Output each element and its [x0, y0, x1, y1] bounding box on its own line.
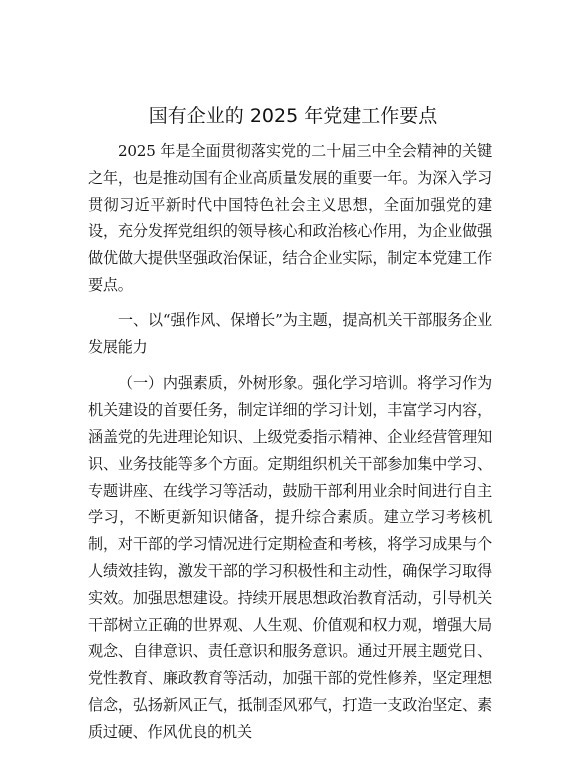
- subsection-paragraph-1: （一）内强素质，外树形象。强化学习培训。将学习作为机关建设的首要任务，制定详细的学习计划，丰富学习内容，涵盖党的先进理论知识、上级党委指示精神、企业经营管理知识、业务技能等多个方面。定期组织机关干部参加集中学习、专题讲座、在线学习等活动，鼓励干部利用业余时间进行自主学习，不断更新知识储备，提升综合素质。建立学习考核机制，对干部的学习情况进行定期检查和考核，将学习成果与个人绩效挂钩，激发干部的学习积极性和主动性，确保学习取得实效。加强思想建设。持续开展思想政治教育活动，引导机关干部树立正确的世界观、人生观、价值观和权力观，增强大局观念、自律意识、责任意识和服务意识。通过开展主题党日、党性教育、廉政教育等活动，加强干部的党性修养，坚定理想信念，弘扬新风正气，抵制歪风邪气，打造一支政治坚定、素质过硬、作风优良的机关: [88, 374, 492, 741]
- document-title: 国有企业的 2025 年党建工作要点: [148, 105, 438, 127]
- section-heading-1: 一、以“强作风、保增长”为主题，提高机关干部服务企业发展能力: [88, 310, 492, 356]
- intro-paragraph: 2025 年是全面贯彻落实党的二十届三中全会精神的关键之年，也是推动国有企业高质量发展的重要一年。为深入学习贯彻习近平新时代中国特色社会主义思想，全面加强党的建设，充分发挥党组织的领导核心和政治核心作用，为企业做强做优做大提供坚强政治保证，结合企业实际，制定本党建工作要点。: [88, 142, 492, 294]
- document-body: [88, 138, 492, 746]
